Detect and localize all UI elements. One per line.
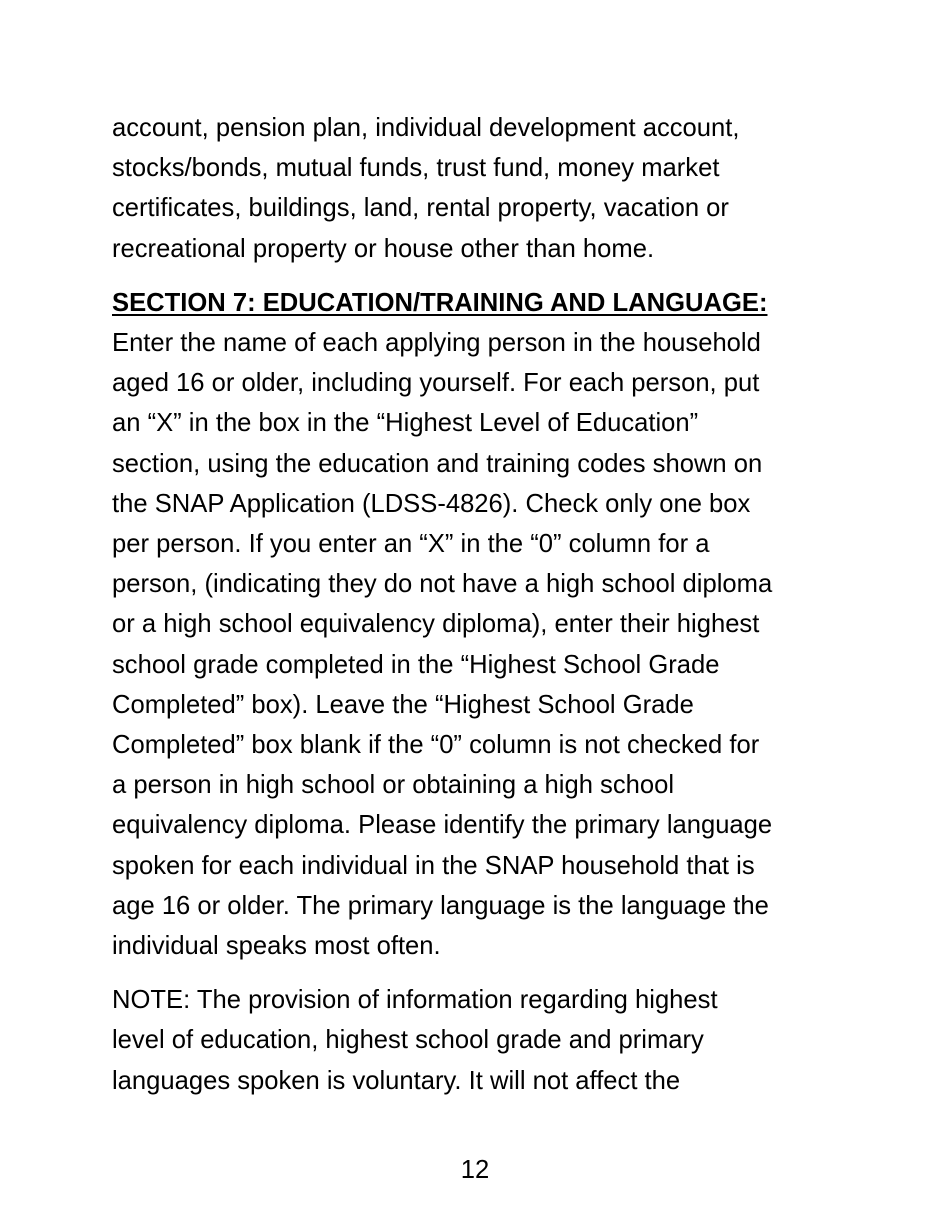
text-line: spoken for each individual in the SNAP household that is [112, 851, 755, 880]
intro-paragraph [112, 108, 842, 269]
text-line: person, (indicating they do not have a high school diploma [112, 570, 773, 599]
text-line: per person. If you enter an “X” in the “0” column for a [112, 530, 710, 559]
text-line: languages spoken is voluntary. It will not affect the [112, 1066, 681, 1095]
text-line: age 16 or older. The primary language is the language the [112, 891, 769, 920]
text-line: stocks/bonds, mutual funds, trust fund, money market [112, 154, 720, 183]
section-7-heading: SECTION 7: EDUCATION/TRAINING AND LANGUAGE: [112, 288, 768, 317]
note-paragraph [112, 980, 842, 1101]
document-page [112, 108, 842, 1101]
paragraph-spacer [112, 966, 842, 980]
section-7-paragraph [112, 283, 842, 966]
text-line: or a high school equivalency diploma), enter their highest [112, 610, 760, 639]
text-line: an “X” in the box in the “Highest Level of Education” [112, 409, 699, 438]
text-line: account, pension plan, individual development account, [112, 114, 740, 142]
text-line: section, using the education and training codes shown on [112, 449, 763, 478]
text-line: individual speaks most often. [112, 932, 441, 961]
text-line: aged 16 or older, including yourself. For each person, put [112, 369, 760, 398]
text-line: Completed” box blank if the “0” column is not checked for [112, 731, 760, 760]
text-line: equivalency diploma. Please identify the primary language [112, 811, 773, 840]
paragraph-spacer [112, 269, 842, 283]
text-line: Completed” box). Leave the “Highest School Grade [112, 690, 694, 719]
text-line: school grade completed in the “Highest School Grade [112, 650, 720, 679]
text-line: certificates, buildings, land, rental property, vacation or [112, 194, 729, 223]
text-line: NOTE: The provision of information regarding highest [112, 986, 718, 1015]
page-number: 12 [460, 1156, 490, 1184]
text-line: level of education, highest school grade and primary [112, 1026, 704, 1055]
text-line: Enter the name of each applying person in the household [112, 329, 761, 358]
text-line: recreational property or house other than home. [112, 234, 655, 263]
text-line: the SNAP Application (LDSS-4826). Check only one box [112, 489, 751, 518]
text-line: a person in high school or obtaining a high school [112, 771, 675, 800]
